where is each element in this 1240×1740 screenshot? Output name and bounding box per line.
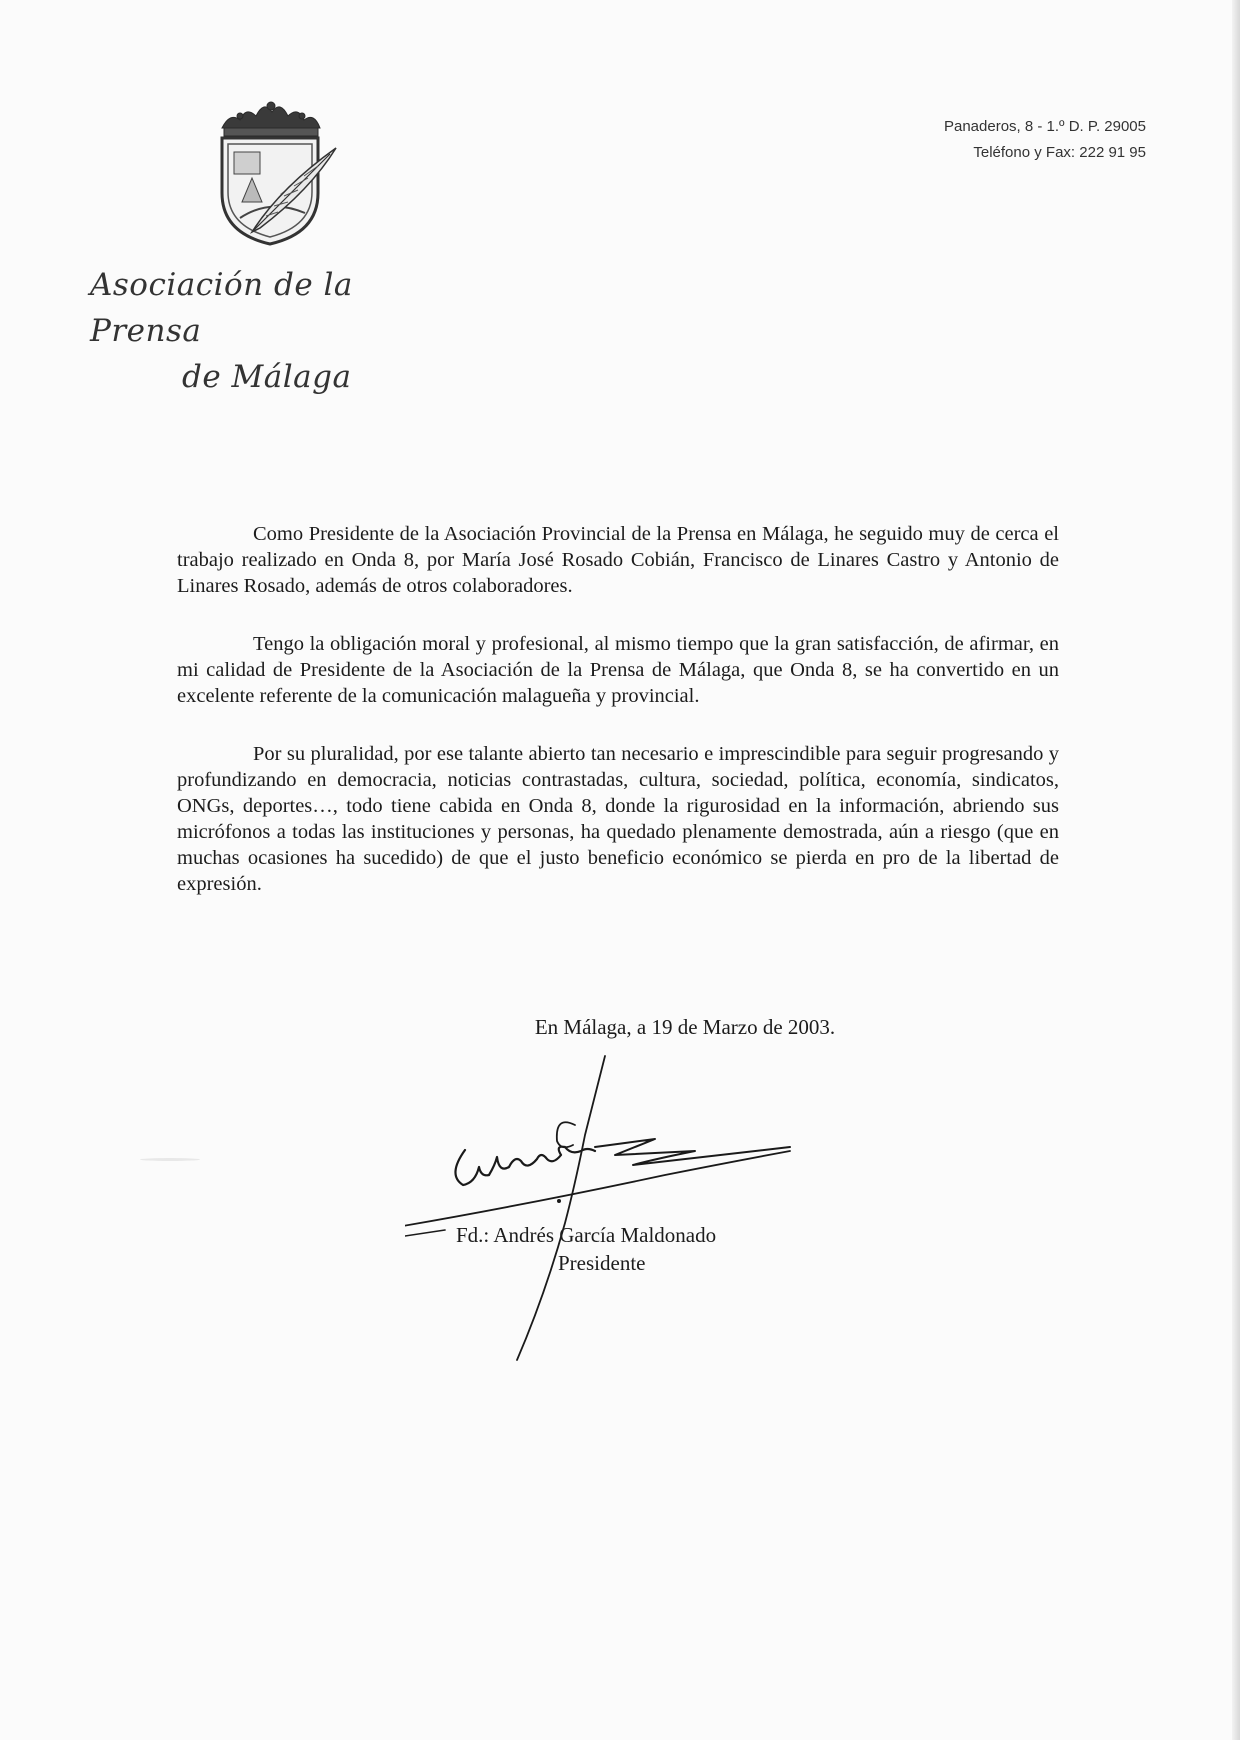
body-paragraph: Por su pluralidad, por ese talante abierto tan necesario e imprescindible para seguir progresando y profundizando en democracia, noticias contrastadas, cultura, sociedad, política, economía, sindicatos, ONGs, deportes…, todo tiene cabida en Onda 8, donde la rigurosidad en la información, abriendo sus micrófonos a todas las instituciones y personas, ha quedado plenamente demostrada, aún a riesgo (que en muchas ocasiones ha sucedido) de que el justo beneficio económico se pierda en pro de la libertad de expresión. <box>177 743 1059 895</box>
signer-name: Fd.: Andrés García Maldonado <box>456 1223 717 1247</box>
press-association-crest-logo <box>200 98 340 248</box>
organization-name <box>90 262 450 400</box>
address-street: Panaderos, 8 - 1.º D. P. 29005 <box>943 118 1146 135</box>
date-line: En Málaga, a 19 de Marzo de 2003. <box>534 1015 836 1039</box>
handwritten-signature <box>405 1055 805 1365</box>
address-phone-fax: Teléfono y Fax: 222 91 95 <box>973 144 1146 161</box>
body-paragraph: Tengo la obligación moral y profesional, al mismo tiempo que la gran satisfacción, de afirmar, en mi calidad de Presidente de la Asociación de la Prensa de Málaga, que Onda 8, se ha convertido en un excelente referente de la comunicación malagueña y provincial. <box>177 633 1059 707</box>
body-paragraph: Como Presidente de la Asociación Provincial de la Prensa en Málaga, he seguido muy de cerca el trabajo realizado en Onda 8, por María José Rosado Cobián, Francisco de Linares Castro y Antonio de Linares Rosado, además de otros colaboradores. <box>177 523 1059 597</box>
organization-name-line1: Asociación de la Prensa <box>90 267 353 349</box>
scan-smudge <box>140 1158 200 1161</box>
organization-name-line2: de Málaga <box>182 359 352 395</box>
letter-body <box>177 521 1059 929</box>
signer-role: Presidente <box>558 1251 646 1275</box>
address-block <box>944 114 1146 166</box>
scan-edge <box>1232 0 1240 1740</box>
